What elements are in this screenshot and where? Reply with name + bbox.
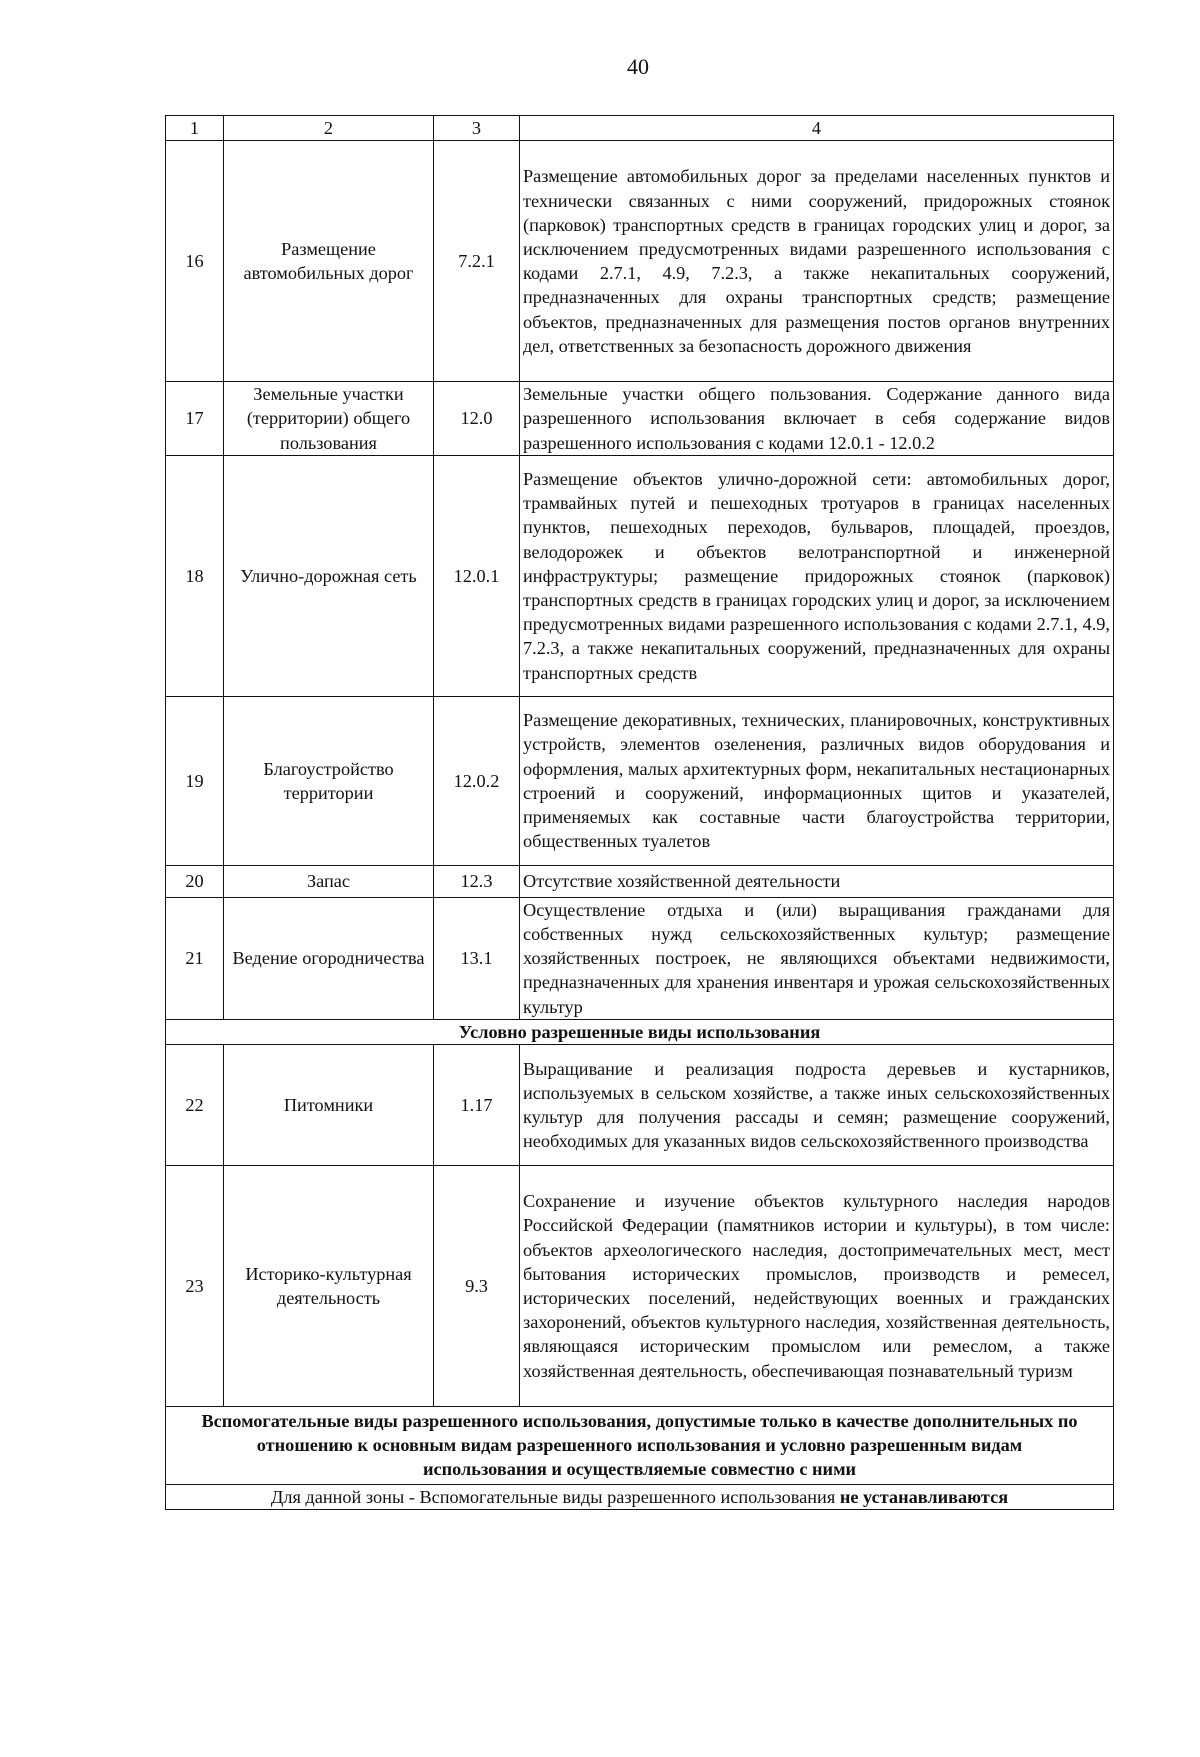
table-header-row — [166, 116, 1114, 141]
auxiliary-note — [166, 1484, 1114, 1509]
use-type-description: Осуществление отдыха и (или) выращивания гражданами для собственных нужд сельскохозяйственных культур; размещение хозяйственных построек, не являющихся объектами недвижимости, предназначенных для хранения инвентаря и урожая сельскохозяйственных культур — [520, 897, 1114, 1019]
row-number: 23 — [166, 1166, 224, 1407]
use-type-description: Выращивание и реализация подроста деревьев и кустарников, используемых в сельском хозяйстве, а также иных сельскохозяйственных культур для получения рассады и семян; размещение сооружений, необходимых для указанных видов сельскохозяйственного производства — [520, 1045, 1114, 1166]
table-row — [166, 455, 1114, 696]
use-type-code: 1.17 — [434, 1045, 520, 1166]
use-type-code: 12.0.1 — [434, 455, 520, 696]
section-title-auxiliary: Вспомогательные виды разрешенного использования, допустимые только в качестве дополнительных по отношению к основным видам разрешенного использования и условно разрешенным видам использования и осуществляемые совместно с ними — [166, 1407, 1114, 1485]
page-number: 40 — [627, 54, 649, 79]
row-number: 16 — [166, 141, 224, 382]
use-type-description: Отсутствие хозяйственной деятельности — [520, 865, 1114, 897]
use-type-description: Сохранение и изучение объектов культурного наследия народов Российской Федерации (памятников истории и культуры), в том числе: объектов археологического наследия, достопримечательных мест, мест бытования исторических промыслов, производств и ремесел, исторических поселений, недействующих военных и гражданских захоронений, объектов культурного наследия, хозяйственная деятельность, являющаяся историческим промыслом или ремеслом, а также хозяйственная деятельность, обеспечивающая познавательный туризм — [520, 1166, 1114, 1407]
table-row — [166, 382, 1114, 456]
row-number: 21 — [166, 897, 224, 1019]
table-row — [166, 696, 1114, 865]
column-header: 1 — [166, 116, 224, 141]
row-number: 22 — [166, 1045, 224, 1166]
note-text: Для данной зоны - Вспомогательные виды разрешенного использования — [270, 1486, 840, 1507]
table-row — [166, 897, 1114, 1019]
use-type-name: Улично-дорожная сеть — [224, 455, 434, 696]
use-type-description: Размещение декоративных, технических, планировочных, конструктивных устройств, элементов озеленения, различных видов оборудования и оформления, малых архитектурных форм, некапитальных нестационарных строений и сооружений, информационных щитов и указателей, применяемых как составные части благоустройства территории, общественных туалетов — [520, 696, 1114, 865]
column-header: 2 — [224, 116, 434, 141]
note-emphasis: не устанавливаются — [839, 1486, 1009, 1507]
use-type-name: Земельные участки (территории) общего пользования — [224, 382, 434, 456]
use-type-code: 12.0 — [434, 382, 520, 456]
section-title-conditional: Условно разрешенные виды использования — [166, 1019, 1114, 1044]
use-type-code: 12.0.2 — [434, 696, 520, 865]
use-type-description: Размещение объектов улично-дорожной сети: автомобильных дорог, трамвайных путей и пешеходных тротуаров в границах населенных пунктов, пешеходных переходов, бульваров, площадей, проездов, велодорожек и объектов велотранспортной и инженерной инфраструктуры; размещение придорожных стоянок (парковок) транспортных средств в границах городских улиц и дорог, за исключением предусмотренных видами разрешенного использования с кодами 2.7.1, 4.9, 7.2.3, а также некапитальных сооружений, предназначенных для охраны транспортных средств — [520, 455, 1114, 696]
use-type-name: Запас — [224, 865, 434, 897]
row-number: 19 — [166, 696, 224, 865]
note-row — [166, 1484, 1114, 1509]
use-type-name: Благоустройство территории — [224, 696, 434, 865]
use-type-description: Земельные участки общего пользования. Содержание данного вида разрешенного использования включает в себя содержание видов разрешенного использования с кодами 12.0.1 - 12.0.2 — [520, 382, 1114, 456]
use-type-code: 12.3 — [434, 865, 520, 897]
table-row — [166, 1045, 1114, 1166]
use-type-code: 9.3 — [434, 1166, 520, 1407]
use-type-name: Ведение огородничества — [224, 897, 434, 1019]
use-type-name: Историко-культурная деятельность — [224, 1166, 434, 1407]
table-row — [166, 1166, 1114, 1407]
use-type-code: 7.2.1 — [434, 141, 520, 382]
table-row — [166, 141, 1114, 382]
use-type-name: Питомники — [224, 1045, 434, 1166]
land-use-table — [165, 115, 1114, 1510]
use-type-name: Размещение автомобильных дорог — [224, 141, 434, 382]
section-row — [166, 1407, 1114, 1485]
row-number: 18 — [166, 455, 224, 696]
section-row — [166, 1019, 1114, 1044]
use-type-code: 13.1 — [434, 897, 520, 1019]
use-type-description: Размещение автомобильных дорог за пределами населенных пунктов и технически связанных с ними сооружений, придорожных стоянок (парковок) транспортных средств в границах городских улиц и дорог, за исключением предусмотренных видами разрешенного использования с кодами 2.7.1, 4.9, 7.2.3, а также некапитальных сооружений, предназначенных для охраны транспортных средств; размещение объектов, предназначенных для размещения постов органов внутренних дел, ответственных за безопасность дорожного движения — [520, 141, 1114, 382]
row-number: 20 — [166, 865, 224, 897]
column-header: 3 — [434, 116, 520, 141]
column-header: 4 — [520, 116, 1114, 141]
table-row — [166, 865, 1114, 897]
row-number: 17 — [166, 382, 224, 456]
